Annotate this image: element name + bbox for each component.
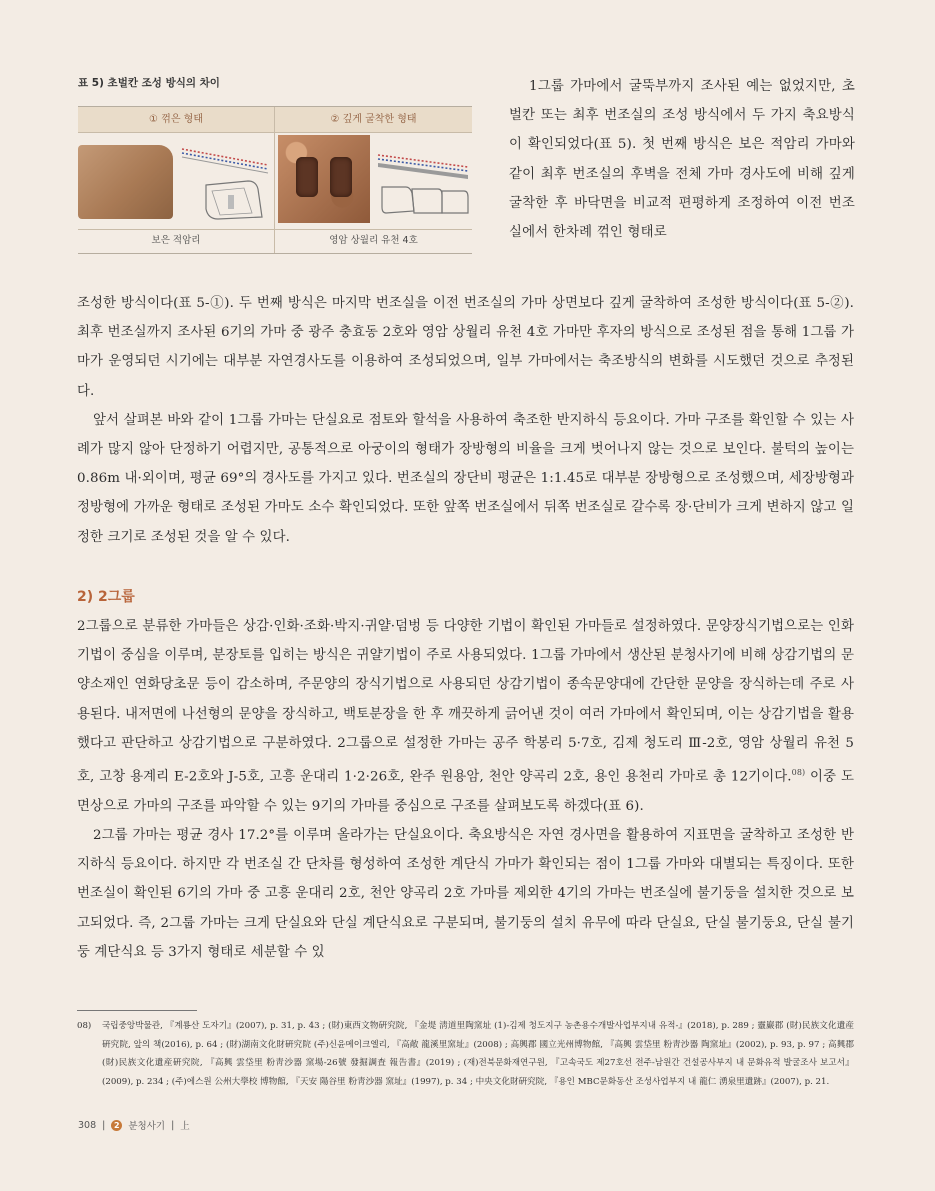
paragraph-2: 앞서 살펴본 바와 같이 1그룹 가마는 단실요로 점토와 할석을 사용하여 축조한 반지하식 등요이다. 가마 구조를 확인할 수 있는 사례가 많지 않아 단정하기 어렵지만, 공통적으로 아궁이의 형태가 장방형의 비율을 크게 벗어나지 않는 것으로 보인다. 불턱의 높이는 0.86m 내·외이며, 평균 69°의 경사도를 가지고 있다. 번조실의 장단비 평균은 1:1.45로 대부분 장방형으로 조성했으며, 세장방형과 정방형에 가까운 형태로 조성된 가마도 소수 확인되었다. 또한 앞쪽 번조실에서 뒤쪽 번조실로 갈수록 장·단비가 크게 변하지 않고 일정한 크기로 조성된 것을 알 수 있다. [77,412,854,545]
kiln-photo-boeun [78,145,173,219]
figure-site-label-1: 보은 적암리 [151,235,201,246]
footnote [77,1017,854,1091]
footnote-text: 국립중앙박물관, 『계룡산 도자기』(2007), p. 31, p. 43 ; (財)東西文物硏究院, 『金堤 淸道里陶窯址 (1)-김제 청도지구 농촌용수개발사업부지내 유적-』(2018), p. 289 ; 靈巖郡 (財)民族文化遺産硏究院, 앞의 책(2016), p. 64 ; (財)湖南文化財硏究院 (주)신윤메이크엘리, 『高敞 龍溪里窯址』(2008) ; 高興郡 國立光州博物館, 『高興 雲垈里 粉靑沙器 陶窯址』(2002), p. 93, p. 97 ; 高興郡 (財)民族文化遺産硏究院, 『高興 雲垈里 粉靑沙器 窯場-26號 發掘調査 報告書』(2019) ; (재)전북문화재연구원, 『고속국도 제27호선 전주-남원간 건설공사부지 내 문화유적 발굴조사 보고서』(2009), p. 234 ; (주)에스원 公州大學校 博物館, 『天安 陽谷里 粉靑沙器 窯址』(1997), p. 34 ; 中央文化財硏究院, 『용인 MBC문화동산 조성사업부지 내 龍仁 湧泉里遺跡』(2007), p. 21. [102,1021,854,1087]
side-column-text: 1그룹 가마에서 굴뚝부까지 조사된 예는 없었지만, 초벌칸 또는 최후 번조실의 조성 방식에서 두 가지 축요방식이 확인되었다(표 5). 첫 번째 방식은 보은 적암리 가마와 같이 최후 번조실의 후벽을 전체 가마 경사도에 비해 깊게 굴착한 후 바닥면을 비교적 편평하게 조정하여 이전 번조실에서 한차례 꺾인 형태로 [509,79,855,241]
footer-section-title: 분청사기 [128,1121,166,1132]
kiln-profile-sketch-2 [376,141,470,225]
section-heading: 2) 2그룹 [77,589,135,605]
paragraph-4: 2그룹 가마는 평균 경사 17.2°를 이루며 올라가는 단실요이다. 축요방식은 자연 경사면을 활용하여 지표면을 굴착하고 조성한 반지하식 등요이다. 하지만 각 번조실 간 단차를 형성하여 조성한 계단식 가마가 확인되는 점이 1그룹 가마와 대별되는 특징이다. 또한 번조실이 확인된 6기의 가마 중 고흥 운대리 2호, 천안 양곡리 2호 가마를 제외한 4기의 가마는 번조실에 불기둥을 설치한 것으로 보고되었다. 즉, 2그룹 가마는 크게 단실요와 단실 계단식요로 구분되며, 불기둥의 설치 유무에 따라 단실요, 단실 불기둥요, 단실 불기둥 계단식요 등 3가지 형태로 세분할 수 있 [77,827,854,960]
paragraph-1-continued: 조성한 방식이다(표 5-①). 두 번째 방식은 마지막 번조실을 이전 번조실의 가마 상면보다 깊게 굴착하여 조성한 방식이다(표 5-②). 최후 번조실까지 조사된 6기의 가마 중 광주 충효동 2호와 영암 상월리 유천 4호 가마만 후자의 방식으로 조성된 점을 통해 1그룹 가마가 운영되던 시기에는 대부분 자연경사도를 이용하여 조성되었으며, 일부 가마에서는 축조방식의 변화를 시도했던 것으로 추정된다. [77,296,854,399]
paragraph-3 [77,612,854,821]
figure-header-col1: ① 꺾은 형태 [149,114,203,125]
footer-subsection: 上 [180,1121,190,1132]
figure-header-row [78,107,472,133]
figure-table [78,106,472,254]
footnote-number: 08) [77,1021,92,1031]
figure-caption: 표 5) 초벌칸 조성 방식의 차이 [78,77,220,89]
footnote-divider [77,1010,197,1011]
side-column-paragraph [509,72,855,247]
page-number: 308 [78,1119,97,1131]
body-section-2 [77,612,854,967]
figure-header-col2: ② 깊게 굴착한 형태 [330,114,417,125]
kiln-chamber-cut-2 [330,157,352,197]
chapter-number-badge: 2 [111,1120,122,1131]
footnote-ref[interactable]: 08) [791,768,806,778]
paragraph-3-text: 2그룹으로 분류한 가마들은 상감·인화·조화·박지·귀얄·덤벙 등 다양한 기법이 확인된 가마들로 설정하였다. 문양장식기법으로는 인화기법이 중심을 이루며, 분장토를 입히는 방식은 귀얄기법이 주로 사용되었다. 1그룹 가마에서 생산된 분청사기에 비해 상감기법의 문양소재인 연화당초문 등이 감소하며, 주문양의 장식기법으로 사용되던 상감기법이 종속문양대에 간단한 문양을 장식하는데 주로 사용된다. 내저면에 나선형의 문양을 장식하고, 백토분장을 한 후 깨끗하게 긁어낸 것이 여러 가마에서 확인되며, 이는 상감기법을 활용했다고 판단하고 상감기법으로 구분하였다. 2그룹으로 설정한 가마는 공주 학봉리 5·7호, 김제 청도리 Ⅲ-2호, 영암 상월리 유천 5호, 고창 용계리 E-2호와 J-5호, 고흥 운대리 1·2·26호, 완주 원용암, 천안 양곡리 2호, 용인 용천리 가마로 총 12기이다. [77,619,854,785]
body-section-1 [77,289,854,552]
footer-separator-2: | [171,1119,175,1131]
paragraph-3-tail: 이중 도면상으로 가마의 구조를 파악할 수 있는 9기의 가마를 중심으로 구조를 살펴보도록 하겠다(표 6). [77,769,854,814]
kiln-chamber-cut-1 [296,157,318,197]
page-footer [78,1118,190,1132]
kiln-photo-yeongam [278,135,370,223]
footer-separator: | [102,1119,106,1131]
kiln-profile-sketch-1 [178,137,272,225]
figure-site-label-2: 영암 상월리 유천 4호 [329,235,418,246]
